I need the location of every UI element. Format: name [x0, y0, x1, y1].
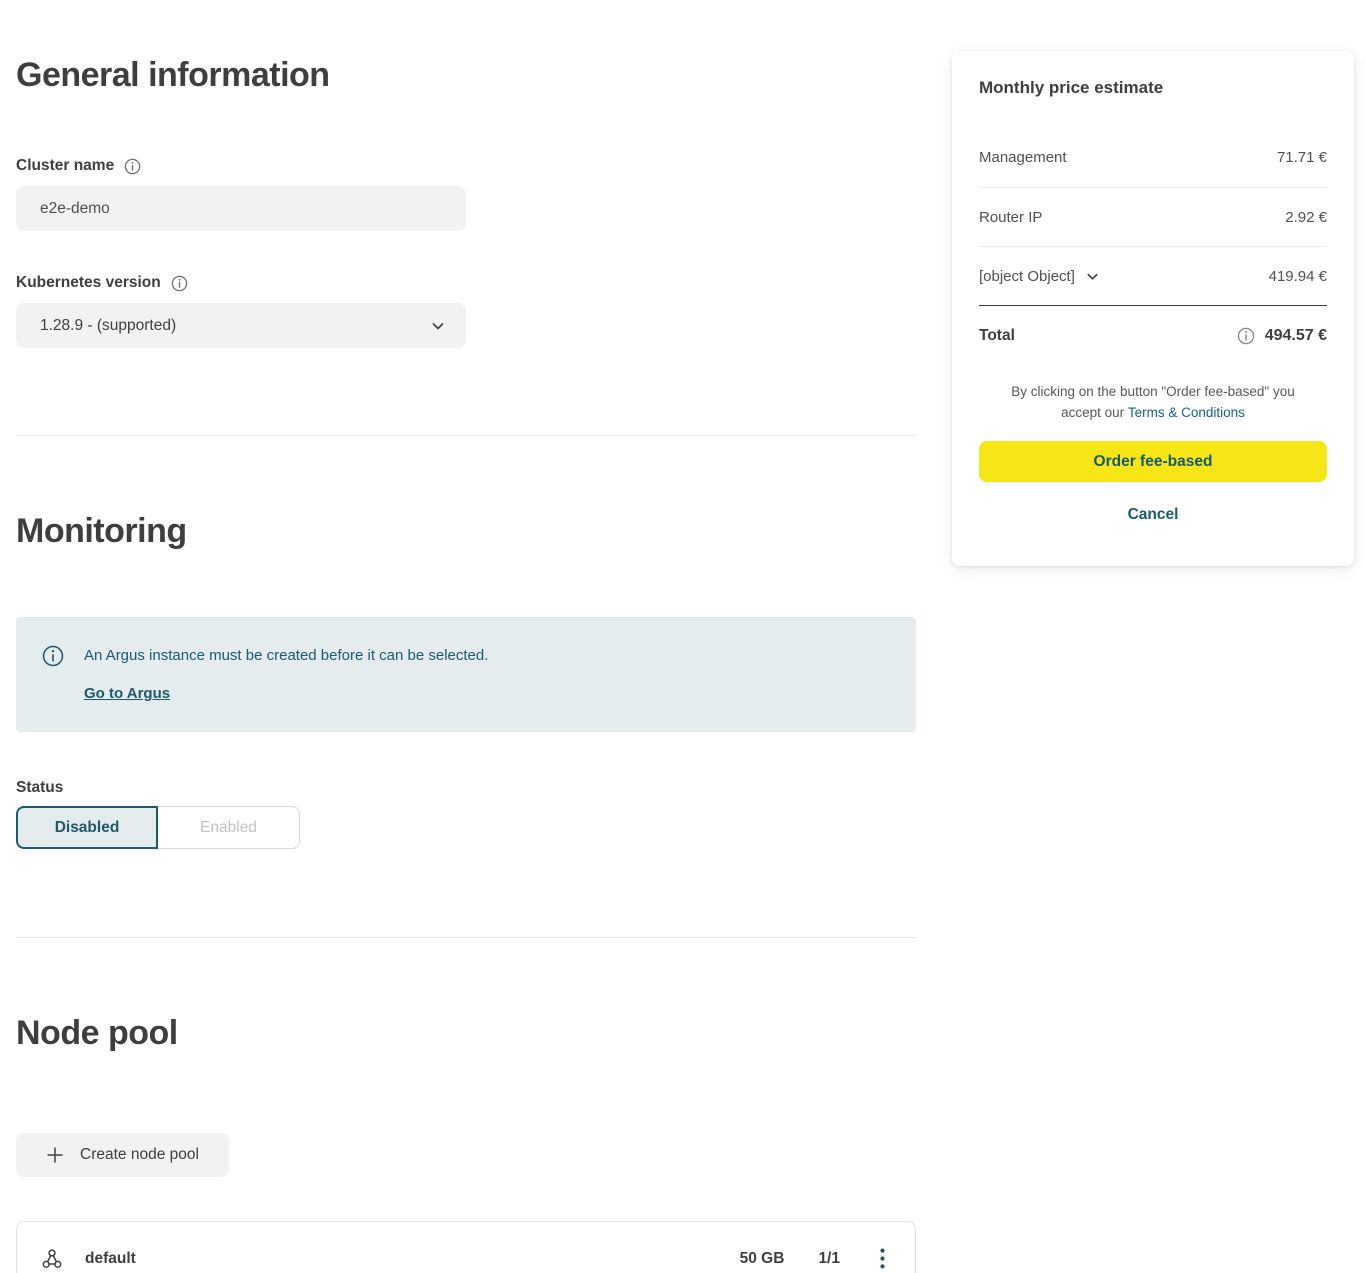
create-node-pool-label: Create node pool	[80, 1146, 199, 1163]
info-icon	[42, 645, 64, 667]
info-icon[interactable]	[124, 158, 141, 175]
order-fee-based-button[interactable]: Order fee-based	[979, 441, 1327, 482]
go-to-argus-link[interactable]: Go to Argus	[84, 685, 171, 702]
status-option-disabled[interactable]: Disabled	[16, 806, 158, 849]
cancel-button[interactable]: Cancel	[979, 506, 1327, 524]
node-pool-icon	[41, 1248, 63, 1270]
status-toggle	[16, 806, 300, 849]
price-row-value: 71.71 €	[1276, 149, 1327, 166]
kubernetes-version-select[interactable]	[16, 303, 466, 348]
terms-prefix: accept our	[1061, 405, 1125, 420]
node-pool-node-count: 1/1	[818, 1249, 840, 1267]
argus-info-banner	[16, 617, 916, 732]
node-pool-name: default	[85, 1249, 136, 1267]
status-label-text: Status	[16, 779, 64, 796]
section-divider	[16, 435, 916, 436]
price-row-router-ip	[979, 187, 1327, 246]
total-row	[979, 306, 1327, 365]
banner-message: An Argus instance must be created before it can be selected.	[84, 647, 489, 664]
kebab-menu-icon[interactable]	[874, 1244, 891, 1273]
monitoring-title: Monitoring	[16, 512, 187, 550]
cluster-name-label: Cluster name	[16, 157, 115, 174]
section-divider	[16, 937, 916, 938]
price-row-label: Management	[979, 149, 1067, 166]
general-information-title: General information	[16, 56, 330, 94]
price-row-value: 2.92 €	[1285, 208, 1327, 226]
node-pool-row[interactable]	[16, 1221, 916, 1273]
price-row-management	[979, 128, 1327, 187]
plus-icon	[46, 1146, 64, 1164]
monthly-price-estimate-card	[952, 51, 1354, 566]
info-icon[interactable]	[171, 275, 188, 292]
kubernetes-version-value: 1.28.9 - (supported)	[40, 316, 177, 334]
price-row-node-pool	[979, 246, 1327, 305]
price-row-label: Router IP	[979, 208, 1043, 226]
price-row-value: 419.94 €	[1268, 267, 1327, 285]
cluster-name-label-row	[16, 157, 141, 175]
status-label	[16, 779, 63, 797]
info-icon[interactable]	[1237, 327, 1255, 345]
price-row-label: [object Object]	[979, 267, 1075, 285]
node-pool-storage: 50 GB	[739, 1249, 785, 1267]
terms-text	[979, 381, 1327, 423]
kubernetes-version-label: Kubernetes version	[16, 274, 161, 291]
total-label: Total	[979, 326, 1015, 344]
create-node-pool-button[interactable]	[16, 1133, 229, 1177]
status-option-enabled[interactable]: Enabled	[158, 806, 300, 849]
chevron-down-icon	[430, 318, 446, 334]
terms-line1: By clicking on the button "Order fee-based" you	[1011, 384, 1295, 399]
terms-and-conditions-link[interactable]: Terms & Conditions	[1127, 405, 1245, 420]
node-pool-title: Node pool	[16, 1014, 178, 1052]
kubernetes-version-label-row	[16, 274, 188, 292]
cluster-name-input[interactable]	[16, 186, 466, 231]
total-value: 494.57 €	[1264, 326, 1327, 344]
price-card-title: Monthly price estimate	[979, 78, 1164, 97]
chevron-down-icon[interactable]	[1085, 269, 1100, 284]
